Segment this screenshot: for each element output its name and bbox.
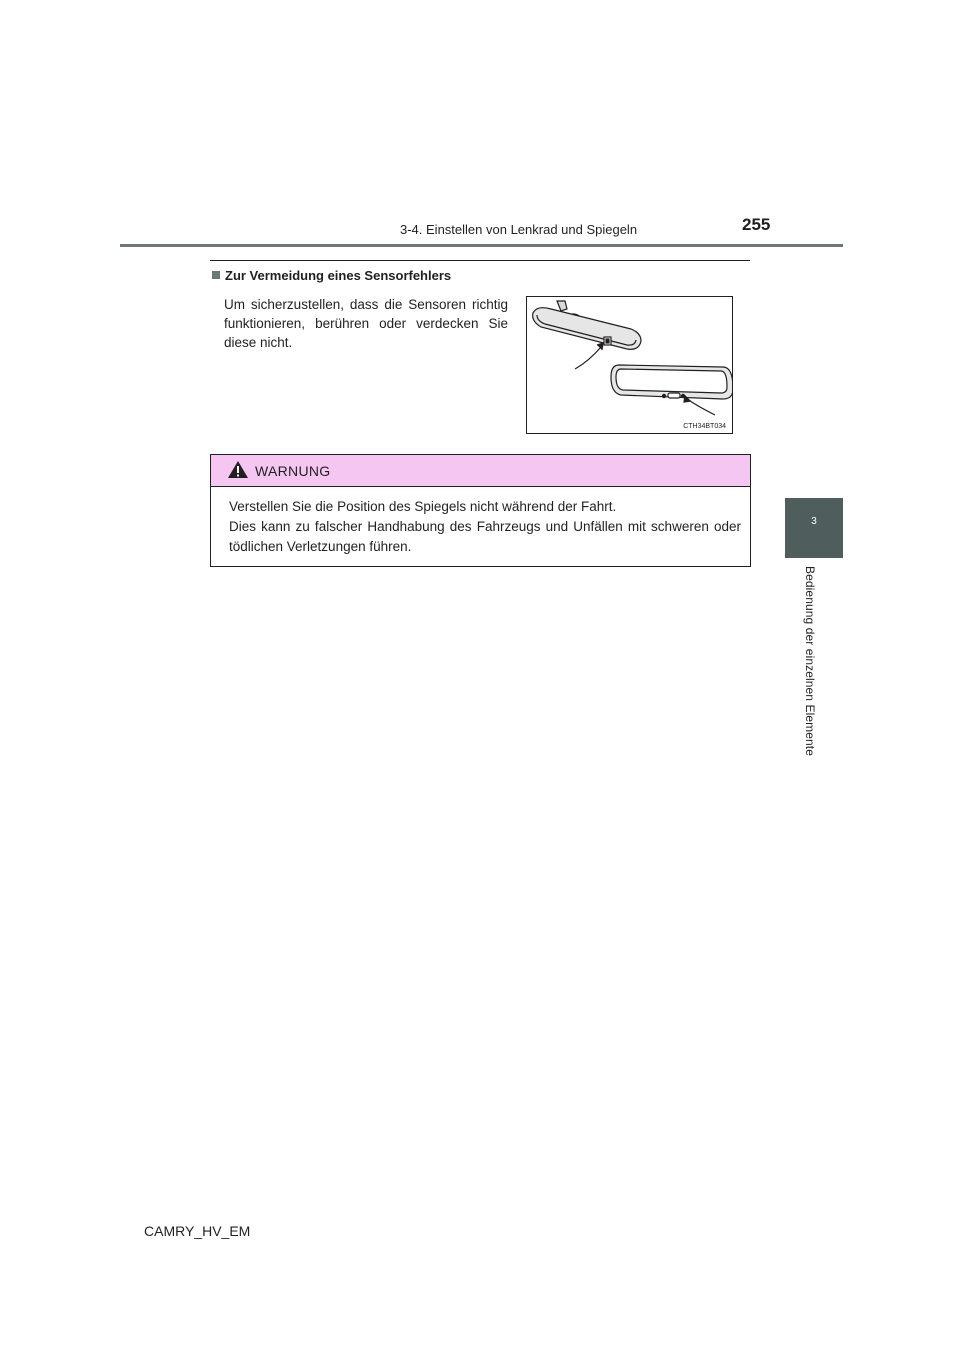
figure-code: CTH34BT034 [683,423,726,430]
header-title: 3-4. Einstellen von Lenkrad und Spiegeln [400,222,638,237]
chapter-tab [785,498,843,558]
warning-triangle-icon [227,460,249,479]
warning-line-2: Dies kann zu falscher Handhabung des Fahrzeugs und Unfällen mit schweren oder tödlichen Verletzungen führen. [229,519,741,554]
warning-box [210,454,751,567]
warning-line-1: Verstellen Sie die Position des Spiegels nicht während der Fahrt. [229,499,617,514]
square-bullet-icon [212,271,220,279]
chapter-label: Bedienung der einzelnen Elemente [803,566,817,757]
mirror-sensor-figure [526,296,733,434]
warning-title: WARNUNG [255,463,331,479]
chapter-number: 3 [811,516,817,527]
section-rule [210,260,750,261]
footer-code: CAMRY_HV_EM [144,1223,251,1239]
mirror-sensor-illustration [527,297,732,433]
section-heading [212,268,451,283]
warning-body [229,497,741,557]
warning-header [211,455,750,487]
header-rule [120,244,843,247]
section-heading-text: Zur Vermeidung eines Sensorfehlers [225,268,452,283]
page-number: 255 [742,215,771,234]
section-body-text: Um sicherzustellen, dass die Sensoren richtig funktionieren, berühren oder verdecken Sie diese nicht. [224,297,508,350]
